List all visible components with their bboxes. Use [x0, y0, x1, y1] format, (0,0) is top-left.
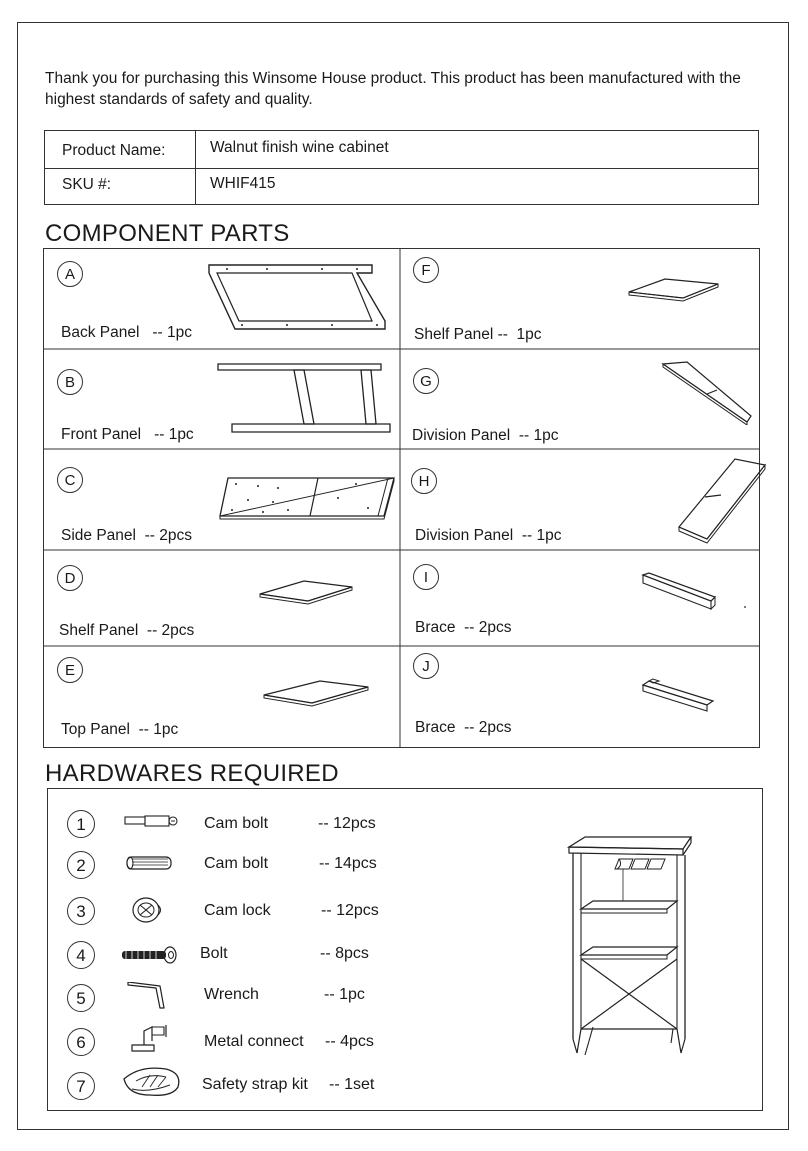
hardware-name: Cam bolt: [204, 815, 269, 832]
division-panel-drawing: [675, 455, 770, 545]
component-label: Front Panel -- 1pc: [61, 426, 194, 443]
component-letter: J: [413, 653, 439, 679]
brace-drawing: [639, 569, 749, 619]
sku-label: SKU #:: [62, 176, 112, 193]
hardware-name: Cam lock: [204, 902, 271, 919]
hardware-name: Bolt: [200, 945, 228, 962]
hardware-name: Safety strap kit: [202, 1076, 308, 1093]
hardware-qty: -- 12pcs: [321, 902, 379, 919]
hardware-number: 4: [67, 941, 95, 969]
bolt-icon: [120, 946, 182, 964]
component-letter: I: [413, 564, 439, 590]
component-label: Side Panel -- 2pcs: [61, 527, 192, 544]
component-label: Shelf Panel -- 1pc: [414, 326, 542, 343]
hardware-qty: -- 1pc: [324, 986, 365, 1003]
component-label: Brace -- 2pcs: [415, 719, 512, 736]
component-c: [44, 450, 401, 551]
wine-cabinet-illustration: [563, 829, 703, 1059]
component-d: [44, 551, 401, 647]
hardware-list: [47, 788, 763, 1111]
hardware-qty: -- 1set: [329, 1076, 375, 1093]
component-h: [401, 450, 761, 551]
dowel-icon: [124, 855, 174, 871]
hardware-number: 5: [67, 984, 95, 1012]
component-parts-heading: COMPONENT PARTS: [45, 220, 290, 247]
cam-lock-icon: [130, 895, 166, 925]
component-letter: C: [57, 467, 83, 493]
safety-strap-icon: [120, 1065, 184, 1101]
hardware-number: 3: [67, 897, 95, 925]
shelf-panel-drawing: [623, 274, 723, 304]
component-label: Division Panel -- 1pc: [415, 527, 562, 544]
hardware-number: 7: [67, 1072, 95, 1100]
back-panel-drawing: [207, 261, 387, 336]
hardware-number: 2: [67, 851, 95, 879]
product-info-table: [44, 130, 759, 205]
component-label: Back Panel -- 1pc: [61, 324, 192, 341]
hardware-name: Cam bolt: [204, 855, 269, 872]
front-panel-drawing: [216, 360, 391, 440]
sku-row: [45, 168, 758, 205]
component-label: Shelf Panel -- 2pcs: [59, 622, 195, 639]
component-b: [44, 350, 401, 450]
division-panel-drawing: [659, 360, 759, 425]
component-i: [401, 551, 761, 647]
hardware-qty: -- 14pcs: [319, 855, 377, 872]
side-panel-drawing: [218, 472, 398, 522]
hardware-name: Wrench: [204, 986, 259, 1003]
hardware-qty: -- 8pcs: [320, 945, 369, 962]
component-g: [401, 350, 761, 450]
component-f: [401, 249, 761, 350]
component-letter: E: [57, 657, 83, 683]
component-e: [44, 647, 401, 749]
component-letter: H: [411, 468, 437, 494]
component-label: Brace -- 2pcs: [415, 619, 512, 636]
component-parts-grid: [43, 248, 760, 748]
top-panel-drawing: [260, 677, 372, 713]
component-a: [44, 249, 401, 350]
product-name-value: Walnut finish wine cabinet: [210, 139, 389, 156]
component-label: Top Panel -- 1pc: [61, 721, 179, 738]
component-j: [401, 647, 761, 749]
component-label: Division Panel -- 1pc: [412, 427, 559, 444]
component-letter: G: [413, 368, 439, 394]
component-letter: F: [413, 257, 439, 283]
hardware-qty: -- 12pcs: [318, 815, 376, 832]
component-letter: D: [57, 565, 83, 591]
cam-bolt-icon: [124, 814, 180, 828]
wrench-icon: [126, 982, 170, 1010]
intro-text: Thank you for purchasing this Winsome House product. This product has been manufactured with the highest standards of safety and quality.: [45, 70, 741, 108]
hardware-number: 6: [67, 1028, 95, 1056]
metal-connect-icon: [130, 1023, 172, 1055]
sku-value: WHIF415: [210, 175, 276, 192]
hardware-number: 1: [67, 810, 95, 838]
hardware-name: Metal connect: [204, 1033, 304, 1050]
product-name-row: [45, 131, 758, 169]
component-letter: A: [57, 261, 83, 287]
product-name-label: Product Name:: [62, 142, 166, 159]
hardwares-heading: HARDWARES REQUIRED: [45, 760, 339, 787]
shelf-panel-drawing: [256, 579, 356, 609]
brace-drawing: [639, 677, 719, 712]
hardware-qty: -- 4pcs: [325, 1033, 374, 1050]
component-letter: B: [57, 369, 83, 395]
